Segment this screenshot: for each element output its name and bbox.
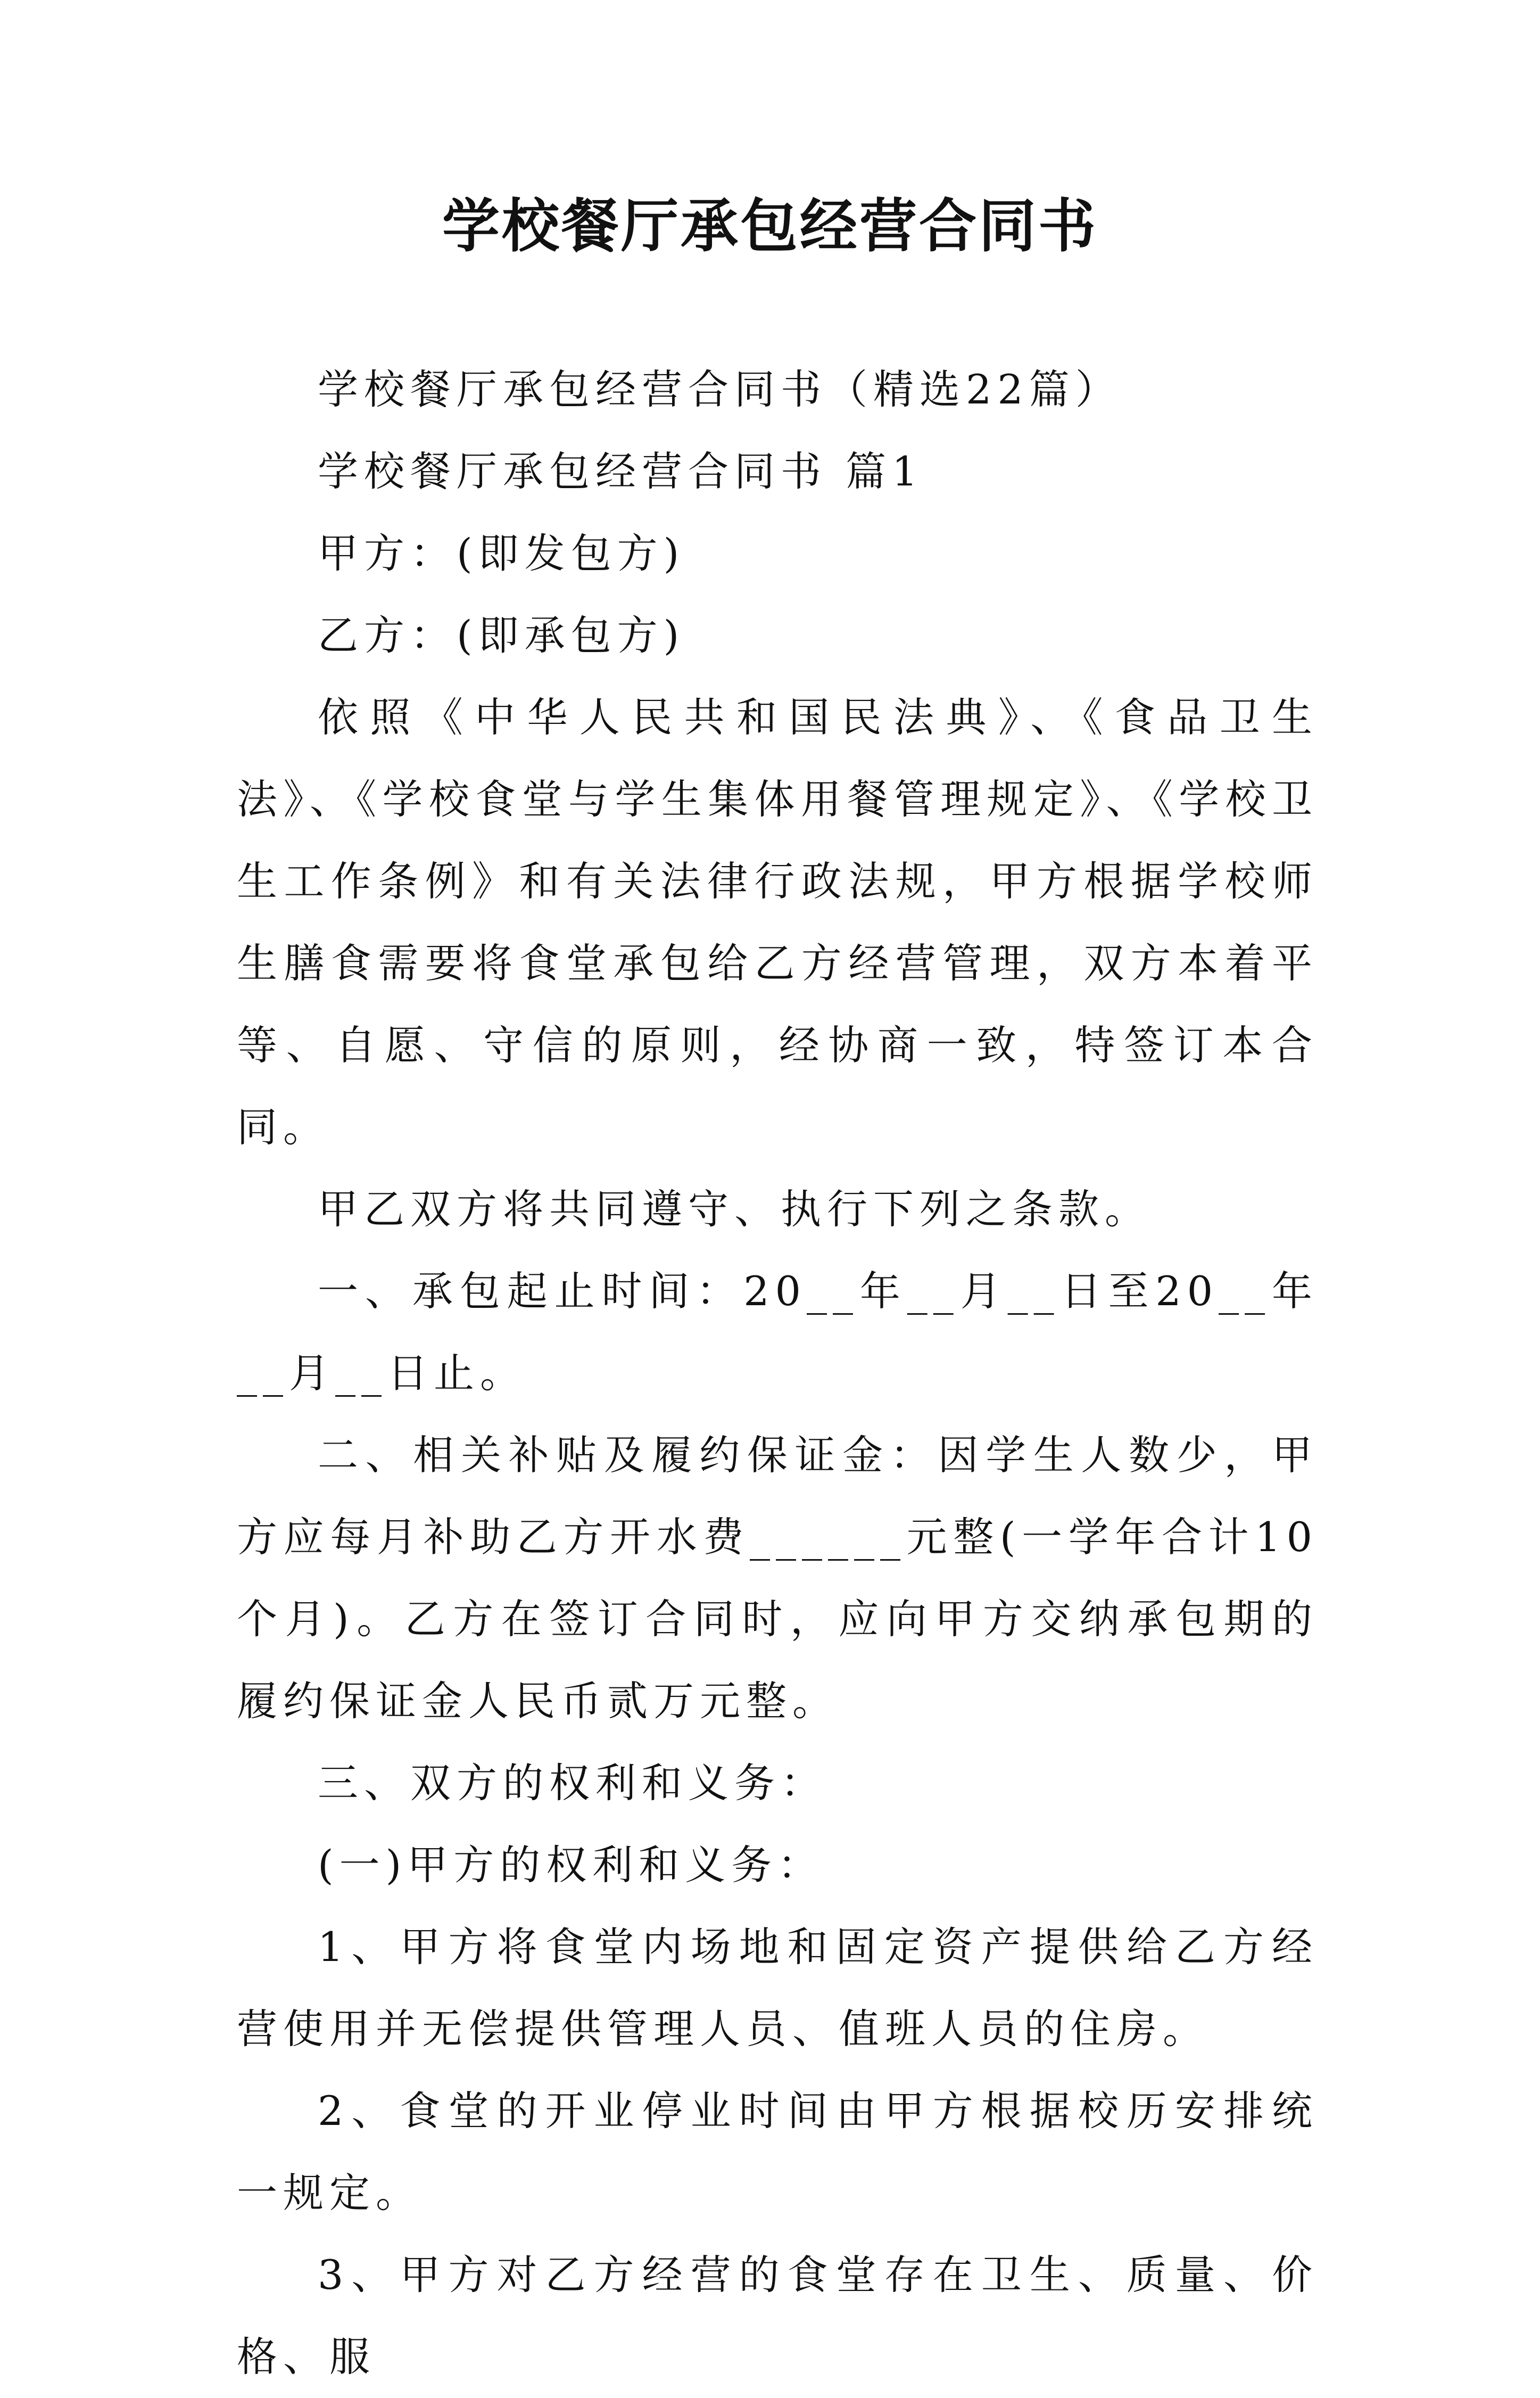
paragraph-item-2: 2、食堂的开业停业时间由甲方根据校历安排统一规定。 (237, 2087, 1318, 2216)
paragraph-clause-2: 二、相关补贴及履约保证金：因学生人数少，甲方应每月补助乙方开水费______元整(一学年合计10个月)。乙方在签订合同时，应向甲方交纳承包期的履约保证金人民币贰万元整。 (237, 1431, 1318, 1725)
paragraph-clause-1: 一、承包起止时间：20__年__月__日至20__年__月__日止。 (237, 1267, 1318, 1397)
document-title: 学校餐厅承包经营合同书 (442, 193, 1098, 260)
paragraph-section-heading: 学校餐厅承包经营合同书 篇1 (318, 448, 924, 495)
paragraph-party-a: 甲方：(即发包方) (318, 530, 685, 577)
paragraph-clause-3-a: (一)甲方的权利和义务： (318, 1841, 824, 1889)
paragraph-clause-3: 三、双方的权利和义务： (318, 1759, 827, 1807)
paragraph-party-b: 乙方：(即承包方) (318, 612, 685, 659)
document-body (237, 349, 1318, 2398)
paragraph-item-1: 1、甲方将食堂内场地和固定资产提供给乙方经营使用并无偿提供管理人员、值班人员的住房。 (237, 1923, 1318, 2053)
paragraph-preamble: 依照《中华人民共和国民法典》、《食品卫生法》、《学校食堂与学生集体用餐管理规定》、《学校卫生工作条例》和有关法律行政法规，甲方根据学校师生膳食需要将食堂承包给乙方经营管理，双方本着平等、自愿、守信的原则，经协商一致，特签订本合同。 (237, 694, 1318, 1151)
paragraph-terms-intro: 甲乙双方将共同遵守、执行下列之条款。 (318, 1185, 1151, 1233)
paragraph-item-3: 3、甲方对乙方经营的食堂存在卫生、质量、价格、服 (237, 2251, 1318, 2380)
paragraph-subtitle: 学校餐厅承包经营合同书（精选22篇） (318, 366, 1122, 413)
